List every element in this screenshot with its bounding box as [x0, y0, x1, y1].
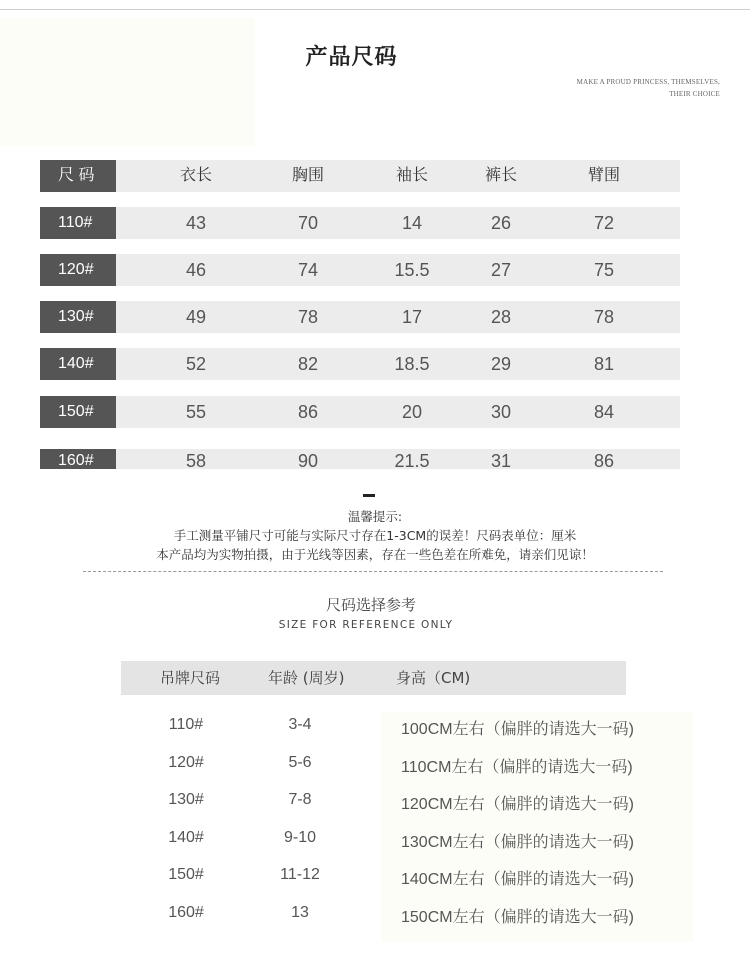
length-cell: 55: [185, 402, 207, 422]
motto-line: MAKE A PROUD PRINCESS, THEMSELVES,: [576, 78, 720, 86]
length-cell: 58: [185, 451, 207, 469]
dotted-divider: [83, 571, 663, 572]
height-header: 身高（CM): [396, 669, 471, 687]
tag-size-cell: 130#: [168, 791, 204, 808]
length-cell: 52: [185, 354, 207, 374]
size-table-row: [40, 396, 680, 428]
size-table-row: [40, 254, 680, 286]
height-cell: 140CM左右（偏胖的请选大一码): [401, 871, 634, 888]
size-table-row: [40, 449, 680, 469]
age-cell: 9-10: [283, 829, 317, 846]
tag-size-cell: 120#: [168, 754, 204, 771]
arm-cell: 72: [593, 213, 615, 233]
height-cell: 150CM左右（偏胖的请选大一码): [401, 909, 634, 926]
notes-heading: 温馨提示:: [347, 509, 403, 524]
chest-header: 胸围: [291, 167, 324, 184]
chest-cell: 82: [297, 354, 319, 374]
age-header: 年龄 (周岁): [268, 669, 345, 687]
length-cell: 46: [185, 260, 207, 280]
tag-size-cell: 150#: [168, 866, 204, 883]
arm-cell: 86: [593, 451, 615, 469]
pants-header: 裤长: [484, 167, 517, 184]
tag-size-header: 吊牌尺码: [160, 669, 221, 687]
size-table-header: [40, 160, 680, 192]
sleeve-cell: 15.5: [394, 260, 430, 280]
chest-cell: 70: [297, 213, 319, 233]
size-label: 110#: [40, 207, 116, 239]
size-label: 130#: [40, 301, 116, 333]
notes-line-1: 手工测量平铺尺寸可能与实际尺寸存在1-3CM的误差！尺码表单位：厘米: [173, 528, 577, 543]
arm-cell: 81: [593, 354, 615, 374]
corner-background: [0, 18, 255, 146]
length-cell: 43: [185, 213, 207, 233]
size-label: 160#: [40, 449, 116, 469]
chest-cell: 86: [297, 402, 319, 422]
height-cell: 100CM左右（偏胖的请选大一码): [401, 721, 634, 738]
motto: [577, 76, 720, 100]
size-label: 150#: [40, 396, 116, 428]
size-table-row: [40, 207, 680, 239]
tag-size-cell: 160#: [168, 904, 204, 921]
sleeve-cell: 21.5: [394, 451, 430, 469]
divider-mark: [363, 494, 375, 497]
reference-table-header: [121, 661, 626, 695]
pants-cell: 27: [490, 260, 512, 280]
motto-line: THEIR CHOICE: [669, 90, 720, 98]
tag-size-cell: 110#: [168, 716, 204, 733]
tag-size-cell: 140#: [168, 829, 204, 846]
size-header-cell: 尺 码: [40, 160, 116, 192]
top-divider: [0, 9, 750, 10]
length-header: 衣长: [179, 167, 212, 184]
chest-cell: 74: [297, 260, 319, 280]
arm-cell: 78: [593, 307, 615, 327]
notes-line-2: 本产品均为实物拍摄，由于光线等因素，存在一些色差在所难免，请亲们见谅！: [156, 547, 594, 562]
pants-cell: 31: [490, 451, 512, 469]
age-cell: 13: [291, 904, 309, 921]
pants-cell: 29: [490, 354, 512, 374]
age-cell: 5-6: [288, 754, 312, 771]
pants-cell: 26: [490, 213, 512, 233]
arm-cell: 84: [593, 402, 615, 422]
age-cell: 11-12: [280, 866, 320, 883]
reference-subtitle: SIZE FOR REFERENCE ONLY: [278, 619, 454, 631]
length-cell: 49: [185, 307, 207, 327]
sleeve-cell: 18.5: [394, 354, 430, 374]
age-cell: 3-4: [288, 716, 312, 733]
size-table-row: [40, 301, 680, 333]
size-label: 140#: [40, 348, 116, 380]
height-cell: 120CM左右（偏胖的请选大一码): [401, 796, 634, 813]
sleeve-cell: 20: [401, 402, 423, 422]
height-cell: 130CM左右（偏胖的请选大一码): [401, 834, 634, 851]
sleeve-cell: 14: [401, 213, 423, 233]
arm-cell: 75: [593, 260, 615, 280]
size-table-row: [40, 348, 680, 380]
sleeve-header: 袖长: [395, 167, 428, 184]
pants-cell: 28: [490, 307, 512, 327]
age-cell: 7-8: [288, 791, 312, 808]
page-title: 产品尺码: [305, 45, 398, 70]
chest-cell: 90: [297, 451, 319, 469]
chest-cell: 78: [297, 307, 319, 327]
arm-header: 臂围: [587, 167, 620, 184]
size-label: 120#: [40, 254, 116, 286]
height-cell: 110CM左右（偏胖的请选大一码): [401, 759, 633, 776]
reference-title: 尺码选择参考: [325, 596, 416, 614]
sleeve-cell: 17: [401, 307, 423, 327]
pants-cell: 30: [490, 402, 512, 422]
